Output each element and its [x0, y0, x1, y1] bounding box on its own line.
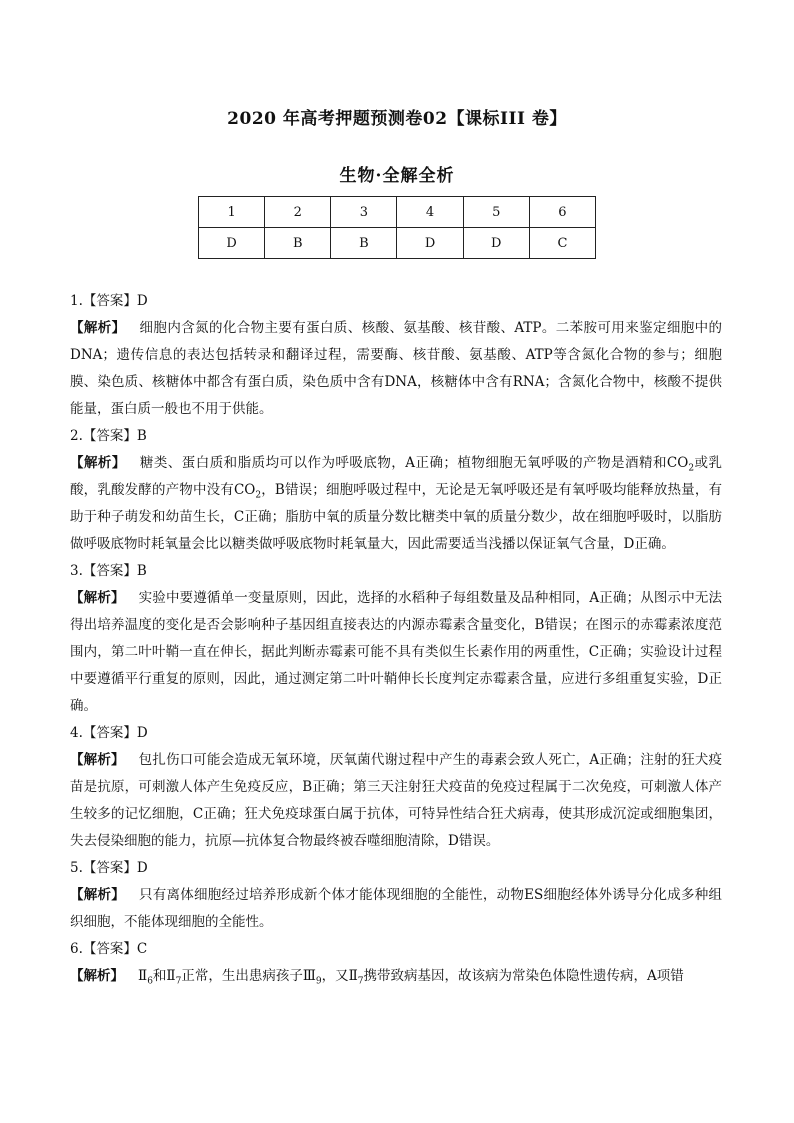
answer-table-number-row	[199, 197, 596, 228]
analysis-label: 【解析】	[70, 968, 124, 984]
subscript: 7	[357, 976, 364, 987]
answer-table	[198, 196, 596, 259]
analysis-label: 【解析】	[70, 887, 126, 903]
question-number-cell: 2	[265, 197, 331, 228]
answer-cell: D	[199, 228, 265, 259]
analysis-text: 和Ⅱ	[152, 968, 176, 984]
page-title: 2020 年高考押题预测卷02【课标III 卷】	[227, 109, 567, 129]
analysis-label: 【解析】	[70, 590, 125, 606]
question-3-analysis	[70, 585, 722, 720]
analysis-text: 包扎伤口可能会造成无氧环境，厌氧菌代谢过程中产生的毒素会致人死亡，A正确；注射的狂犬疫苗是抗原，可刺激人体产生免疫反应，B正确；第三天注射狂犬疫苗的免疫过程属于二次免疫，可刺激人体产生较多的记忆细胞，C正确；狂犬免疫球蛋白属于抗体，可特异性结合狂犬病毒，使其形成沉淀或细胞集团，失去侵染细胞的能力，抗原—抗体复合物最终被吞噬细胞清除，D错误。	[70, 752, 723, 849]
question-5-answer: 5.【答案】D	[70, 860, 148, 876]
answer-table-answer-row	[199, 228, 596, 259]
analysis-text: 实验中要遵循单一变量原则，因此，选择的水稻种子每组数量及品种相同，A正确；从图示中无法得出培养温度的变化是否会影响种子基因组直接表达的内源赤霉素含量变化，B错误；在图示的赤霉素浓度范围内，第二叶叶鞘一直在伸长，据此判断赤霉素可能不具有类似生长素作用的两重性，C正确；实验设计过程中要遵循平行重复的原则，因此，通过测定第二叶叶鞘伸长长度判定赤霉素含量，应进行多组重复实验，D正确。	[70, 590, 723, 714]
question-number-cell: 1	[199, 197, 265, 228]
analysis-text: 只有离体细胞经过培养形成新个体才能体现细胞的全能性，动物ES细胞经体外诱导分化成多种组织细胞，不能体现细胞的全能性。	[70, 887, 722, 930]
analysis-text: 携带致病基因，故该病为常染色体隐性遗传病，A项错	[363, 968, 684, 984]
answer-cell: D	[463, 228, 529, 259]
analysis-label: 【解析】	[70, 320, 126, 336]
analysis-text: 正常，生出患病孩子Ⅲ	[181, 968, 316, 984]
question-5-analysis	[70, 882, 722, 936]
question-2-analysis	[70, 450, 722, 558]
answer-cell: B	[265, 228, 331, 259]
analysis-text: 或乳酸，乳酸发酵的产物中没有CO	[70, 455, 722, 498]
question-6-answer: 6.【答案】C	[70, 941, 148, 957]
subscript: 2	[688, 463, 695, 474]
subscript: 9	[315, 976, 322, 987]
question-1-analysis	[70, 315, 722, 423]
question-4-answer: 4.【答案】D	[70, 725, 148, 741]
subscript: 7	[175, 976, 182, 987]
analysis-text: ，B错误；细胞呼吸过程中，无论是无氧呼吸还是有氧呼吸均能释放热量，有助于种子萌发和幼苗生长，C正确；脂肪中氧的质量分数比糖类中氧的质量分数少，故在细胞呼吸时，以脂肪做呼吸底物时耗氧量会比以糖类做呼吸底物时耗氧量大，因此需要适当浅播以保证氧气含量，D正确。	[70, 482, 722, 552]
question-3-answer: 3.【答案】B	[70, 563, 147, 579]
question-6-analysis	[70, 963, 722, 990]
analysis-label: 【解析】	[70, 752, 125, 768]
subscript: 6	[147, 976, 153, 987]
answer-cell: C	[529, 228, 595, 259]
answer-cell: B	[331, 228, 397, 259]
question-number-cell: 5	[463, 197, 529, 228]
question-number-cell: 4	[397, 197, 463, 228]
subscript: 2	[255, 490, 262, 501]
analysis-label: 【解析】	[70, 455, 126, 471]
analysis-text: ，又Ⅱ	[321, 968, 358, 984]
solutions-body	[70, 288, 722, 990]
page-subtitle: 生物·全解全析	[339, 166, 455, 186]
analysis-text: 糖类、蛋白质和脂质均可以作为呼吸底物，A正确；植物细胞无氧呼吸的产物是酒精和CO	[139, 455, 689, 471]
analysis-text: Ⅱ	[138, 968, 148, 984]
question-4-analysis	[70, 747, 722, 855]
question-number-cell: 6	[529, 197, 595, 228]
answer-cell: D	[397, 228, 463, 259]
question-number-cell: 3	[331, 197, 397, 228]
analysis-text: 细胞内含氮的化合物主要有蛋白质、核酸、氨基酸、核苷酸、ATP。二苯胺可用来鉴定细胞中的DNA；遗传信息的表达包括转录和翻译过程，需要酶、核苷酸、氨基酸、ATP等含氮化合物的参与；细胞膜、染色质、核糖体中都含有蛋白质，染色质中含有DNA，核糖体中含有RNA；含氮化合物中，核酸不提供能量，蛋白质一般也不用于供能。	[70, 320, 722, 417]
question-2-answer: 2.【答案】B	[70, 428, 147, 444]
question-1-answer: 1.【答案】D	[70, 293, 148, 309]
